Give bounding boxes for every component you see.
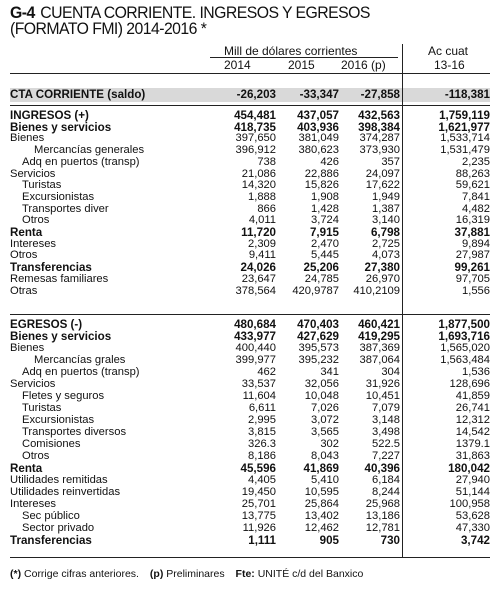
table-row — [10, 262, 490, 273]
row-label: Excursionistas — [22, 190, 95, 203]
value-2014: 2,995 — [248, 414, 276, 426]
value-2014: 866 — [257, 202, 276, 215]
table-row — [10, 427, 490, 438]
value-2015: 3,724 — [311, 214, 339, 227]
value-ac-cuat: 128,696 — [449, 378, 490, 390]
value-2016: 730 — [380, 534, 400, 547]
value-2014: 4,011 — [248, 214, 276, 227]
row-label: Otros — [10, 249, 38, 262]
value-2014: 45,596 — [240, 462, 276, 475]
footnote-text-3: UNITÉ c/d del Banxico — [257, 568, 364, 580]
value-ac-cuat: 16,319 — [455, 214, 490, 227]
value-2015: 25,864 — [304, 498, 339, 510]
value-2015: 10,048 — [304, 390, 339, 402]
row-label: Otros — [22, 214, 50, 227]
value-2015: 420,9787 — [292, 284, 339, 297]
value-2014: 396,912 — [235, 144, 276, 157]
value-2016: 1,387 — [372, 202, 400, 215]
value-2014: 6,611 — [248, 402, 276, 414]
table-row — [10, 169, 490, 180]
table-row — [10, 215, 490, 226]
value-ac-cuat: 7,841 — [462, 190, 490, 203]
value-2015: 22,886 — [304, 167, 339, 180]
year-2015: 2015 — [288, 58, 315, 72]
value-2014: 378,564 — [235, 284, 276, 297]
row-label: CTA CORRIENTE (saldo) — [10, 88, 146, 101]
value-2014: 11,926 — [242, 522, 276, 534]
header-rule — [10, 73, 490, 74]
value-2015: 15,826 — [304, 179, 339, 192]
value-2014: 399,977 — [235, 354, 276, 366]
value-ac-cuat: 1,693,716 — [438, 330, 490, 343]
row-label: Mercancías grales — [34, 354, 126, 366]
value-2014: 4,405 — [248, 474, 276, 486]
value-2016: 7,227 — [372, 450, 400, 462]
row-label: Intereses — [10, 237, 57, 250]
value-2016: 17,622 — [365, 179, 400, 192]
value-2014: 23,647 — [241, 272, 276, 285]
value-ac-cuat: 14,542 — [455, 426, 490, 438]
value-2016: 8,244 — [372, 486, 400, 498]
value-ac-cuat: 1,531,479 — [440, 144, 490, 157]
value-2015: 380,623 — [298, 144, 339, 157]
value-2015: 403,936 — [297, 120, 339, 134]
table-row — [10, 157, 490, 168]
value-2014: 454,481 — [234, 109, 276, 122]
value-ac-cuat: 180,042 — [448, 462, 490, 475]
value-ac-cuat: 1,877,500 — [438, 318, 490, 331]
value-ac-cuat: 12,312 — [455, 414, 490, 426]
value-2014: 21,086 — [241, 167, 276, 180]
table-row — [10, 367, 490, 378]
value-2015: 3,072 — [311, 414, 339, 426]
footnote-mark-1: (*) — [10, 568, 22, 580]
value-2016: 3,498 — [372, 426, 400, 438]
value-ac-cuat: 2,235 — [462, 155, 490, 168]
table-row — [10, 180, 490, 191]
row-label: Servicios — [10, 378, 56, 390]
value-2016: 27,380 — [364, 261, 400, 275]
row-label: INGRESOS (+) — [10, 109, 89, 122]
row-label: Sec público — [22, 510, 80, 522]
row-label: Bienes y servicios — [10, 120, 112, 134]
value-2014: 326.3 — [248, 438, 276, 450]
value-2016: 40,396 — [364, 462, 400, 475]
value-ac-cuat: 1379.1 — [455, 438, 490, 450]
row-label: Transportes diver — [22, 202, 109, 215]
row-label: Bienes — [10, 342, 45, 354]
value-2015: 302 — [320, 438, 339, 450]
value-ac-cuat: 53,628 — [455, 510, 490, 522]
value-2016: 3,148 — [372, 414, 400, 426]
value-2015: 3,565 — [311, 426, 339, 438]
value-ac-cuat: 26,741 — [455, 402, 490, 414]
value-2015: 13,402 — [304, 510, 339, 522]
egresos-rule — [10, 314, 490, 315]
table-code: G-4 — [10, 3, 35, 22]
value-2016: 7,079 — [372, 402, 400, 414]
value-2016: 26,970 — [365, 272, 400, 285]
row-label: Turistas — [22, 402, 62, 414]
table-row — [10, 415, 490, 426]
table-row — [10, 145, 490, 156]
row-label: EGRESOS (-) — [10, 318, 83, 331]
value-2015: 470,403 — [297, 318, 339, 331]
value-2016: 6,184 — [372, 474, 400, 486]
value-ac-cuat: 47,330 — [455, 522, 490, 534]
value-ac-cuat: 1,563,484 — [440, 354, 490, 366]
value-ac-cuat: 1,536 — [462, 366, 490, 378]
value-ac-cuat: 1,533,714 — [440, 132, 490, 145]
value-2014: 25,701 — [241, 498, 276, 510]
value-2016: 357 — [381, 155, 400, 168]
value-2015: 7,915 — [309, 226, 339, 239]
value-2014: 3,815 — [248, 426, 276, 438]
value-2015: 12,462 — [304, 522, 339, 534]
row-label: Utilidades reinvertidas — [10, 486, 121, 498]
footnote-mark-3: Fte: — [235, 568, 255, 580]
value-2016: 25,968 — [365, 498, 400, 510]
value-ac-cuat: 27,987 — [455, 249, 490, 262]
value-2016: 10,451 — [365, 390, 400, 402]
title-line-1: CUENTA CORRIENTE. INGRESOS Y EGRESOS — [40, 3, 370, 22]
value-2015: 2,470 — [311, 237, 339, 250]
value-ac-cuat: 41,859 — [455, 390, 490, 402]
value-ac-cuat: 99,261 — [454, 261, 490, 275]
table-row — [10, 463, 490, 474]
ac-period: 13-16 — [434, 58, 465, 72]
row-label: Bienes y servicios — [10, 330, 112, 343]
row-label: Otras — [10, 284, 38, 297]
value-2014: 480,684 — [234, 318, 276, 331]
value-2014: 19,450 — [241, 486, 276, 498]
table-row — [10, 89, 490, 100]
value-ac-cuat: 51,144 — [455, 486, 490, 498]
value-2016: 522.5 — [372, 438, 400, 450]
value-ac-cuat: 3,742 — [460, 534, 490, 547]
value-2015: -33,347 — [299, 88, 339, 101]
year-2014: 2014 — [224, 58, 251, 72]
row-label: Adq en puertos (transp) — [22, 155, 140, 168]
table-row — [10, 403, 490, 414]
table-row — [10, 192, 490, 203]
row-label: Servicios — [10, 167, 56, 180]
report-title — [10, 5, 456, 37]
table-row — [10, 439, 490, 450]
value-2015: 395,232 — [298, 354, 339, 366]
footnote — [10, 568, 371, 580]
table-row — [10, 475, 490, 486]
ac-label: Ac cuat — [428, 44, 469, 58]
value-2014: 13,775 — [241, 510, 276, 522]
value-2015: 1,908 — [311, 190, 339, 203]
footnote-text-1: Corrige cifras anteriores. — [24, 568, 139, 580]
balance-rule — [10, 105, 490, 106]
value-2014: 33,537 — [241, 378, 276, 390]
table-row — [10, 535, 490, 546]
value-2015: 25,206 — [303, 261, 339, 275]
value-ac-cuat: -118,381 — [444, 88, 490, 101]
value-2016: 31,926 — [365, 378, 400, 390]
table-row — [10, 227, 490, 238]
row-label: Sector privado — [22, 522, 95, 534]
value-2014: 2,309 — [248, 237, 276, 250]
table-row — [10, 391, 490, 402]
value-ac-cuat: 1,556 — [462, 284, 490, 297]
column-group-label: Mill de dólares corrientes — [224, 44, 358, 58]
row-label: Intereses — [10, 498, 57, 510]
value-2014: 14,320 — [241, 179, 276, 192]
row-label: Excursionistas — [22, 414, 95, 426]
footnote-text-2: Preliminares — [166, 568, 225, 580]
value-ac-cuat: 9,894 — [462, 237, 490, 250]
value-2016: 387,064 — [359, 354, 400, 366]
value-2014: 400,440 — [235, 342, 276, 354]
value-2016: 1,949 — [372, 190, 400, 203]
value-2016: 460,421 — [358, 318, 400, 331]
table-row — [10, 451, 490, 462]
table-row — [10, 286, 490, 297]
value-2014: 11,604 — [242, 390, 276, 402]
year-2016: 2016 (p) — [341, 58, 386, 72]
row-label: Fletes y seguros — [22, 390, 105, 402]
value-2014: 738 — [257, 155, 276, 168]
value-2015: 1,428 — [311, 202, 339, 215]
row-label: Renta — [10, 226, 43, 239]
value-2014: 24,026 — [240, 261, 276, 275]
value-2015: 395,573 — [298, 342, 339, 354]
table-row — [10, 331, 490, 342]
table-row — [10, 523, 490, 534]
value-2014: 433,977 — [234, 330, 276, 343]
value-2015: 426 — [320, 155, 339, 168]
value-ac-cuat: 4,482 — [462, 202, 490, 215]
table-row — [10, 511, 490, 522]
value-2016: 304 — [381, 366, 400, 378]
value-2015: 5,445 — [311, 249, 339, 262]
value-2016: 13,186 — [365, 510, 400, 522]
value-2016: 419,295 — [358, 330, 400, 343]
value-2014: 1,888 — [248, 190, 276, 203]
value-ac-cuat: 27,940 — [455, 474, 490, 486]
table-row — [10, 250, 490, 261]
value-2014: 418,735 — [234, 120, 276, 134]
value-2016: 2,725 — [372, 237, 400, 250]
table-row — [10, 487, 490, 498]
value-ac-cuat: 97,705 — [455, 272, 490, 285]
value-2014: 9,411 — [248, 249, 276, 262]
row-label: Mercancías generales — [34, 144, 145, 157]
value-2016: 387,369 — [359, 342, 400, 354]
table-row — [10, 319, 490, 330]
table-row — [10, 355, 490, 366]
value-2015: 427,629 — [297, 330, 339, 343]
bottom-rule — [10, 557, 490, 558]
value-ac-cuat: 1,759,119 — [439, 109, 490, 122]
value-2014: 11,720 — [241, 226, 276, 239]
table-row — [10, 274, 490, 285]
table-row — [10, 110, 490, 121]
row-label: Turistas — [22, 179, 62, 192]
value-2015: 41,869 — [303, 462, 339, 475]
value-2015: 24,785 — [304, 272, 339, 285]
value-2015: 5,410 — [311, 474, 339, 486]
value-ac-cuat: 88,263 — [455, 167, 490, 180]
value-ac-cuat: 59,621 — [455, 179, 490, 192]
table-row — [10, 379, 490, 390]
value-2016: 432,563 — [358, 109, 400, 122]
value-ac-cuat: 31,863 — [455, 450, 490, 462]
value-2014: 8,186 — [248, 450, 276, 462]
table-row — [10, 239, 490, 250]
footnote-mark-2: (p) — [149, 568, 164, 580]
value-2016: 4,073 — [372, 249, 400, 262]
value-2015: 7,026 — [311, 402, 339, 414]
table-row — [10, 122, 490, 133]
value-2015: 905 — [319, 534, 339, 547]
table-row — [10, 204, 490, 215]
value-2016: 373,930 — [359, 144, 400, 157]
value-2016: 410,2109 — [353, 284, 400, 297]
value-2015: 381,049 — [298, 132, 339, 145]
value-2016: 6,798 — [370, 226, 400, 239]
row-label: Bienes — [10, 132, 45, 145]
table-row — [10, 499, 490, 510]
value-2015: 32,056 — [304, 378, 339, 390]
value-2016: 12,781 — [365, 522, 400, 534]
value-2016: 374,287 — [359, 132, 400, 145]
table-row — [10, 343, 490, 354]
value-ac-cuat: 1,621,977 — [438, 120, 490, 134]
value-2016: -27,858 — [360, 88, 400, 101]
row-label: Utilidades remitidas — [10, 474, 108, 486]
value-2016: 3,140 — [372, 214, 400, 227]
row-label: Comisiones — [22, 438, 81, 450]
row-label: Remesas familiares — [10, 272, 109, 285]
row-label: Adq en puertos (transp) — [22, 366, 140, 378]
value-2016: 24,097 — [365, 167, 400, 180]
row-label: Transferencias — [10, 534, 92, 547]
value-ac-cuat: 1,565,020 — [440, 342, 490, 354]
value-2014: 397,650 — [235, 132, 276, 145]
value-2014: 1,111 — [248, 534, 276, 547]
title-line-2: (FORMATO FMI) 2014-2016 * — [10, 19, 207, 38]
row-label: Renta — [10, 462, 43, 475]
row-label: Transportes diversos — [22, 426, 127, 438]
value-2015: 341 — [320, 366, 339, 378]
value-2015: 10,595 — [304, 486, 339, 498]
value-2016: 398,384 — [358, 120, 400, 134]
value-2014: 462 — [257, 366, 276, 378]
table-row — [10, 133, 490, 144]
value-2014: -26,203 — [236, 88, 276, 101]
value-2015: 8,043 — [311, 450, 339, 462]
value-ac-cuat: 100,958 — [449, 498, 490, 510]
row-label: Otros — [22, 450, 50, 462]
value-ac-cuat: 37,881 — [454, 226, 490, 239]
row-label: Transferencias — [10, 261, 92, 275]
value-2015: 437,057 — [297, 109, 339, 122]
